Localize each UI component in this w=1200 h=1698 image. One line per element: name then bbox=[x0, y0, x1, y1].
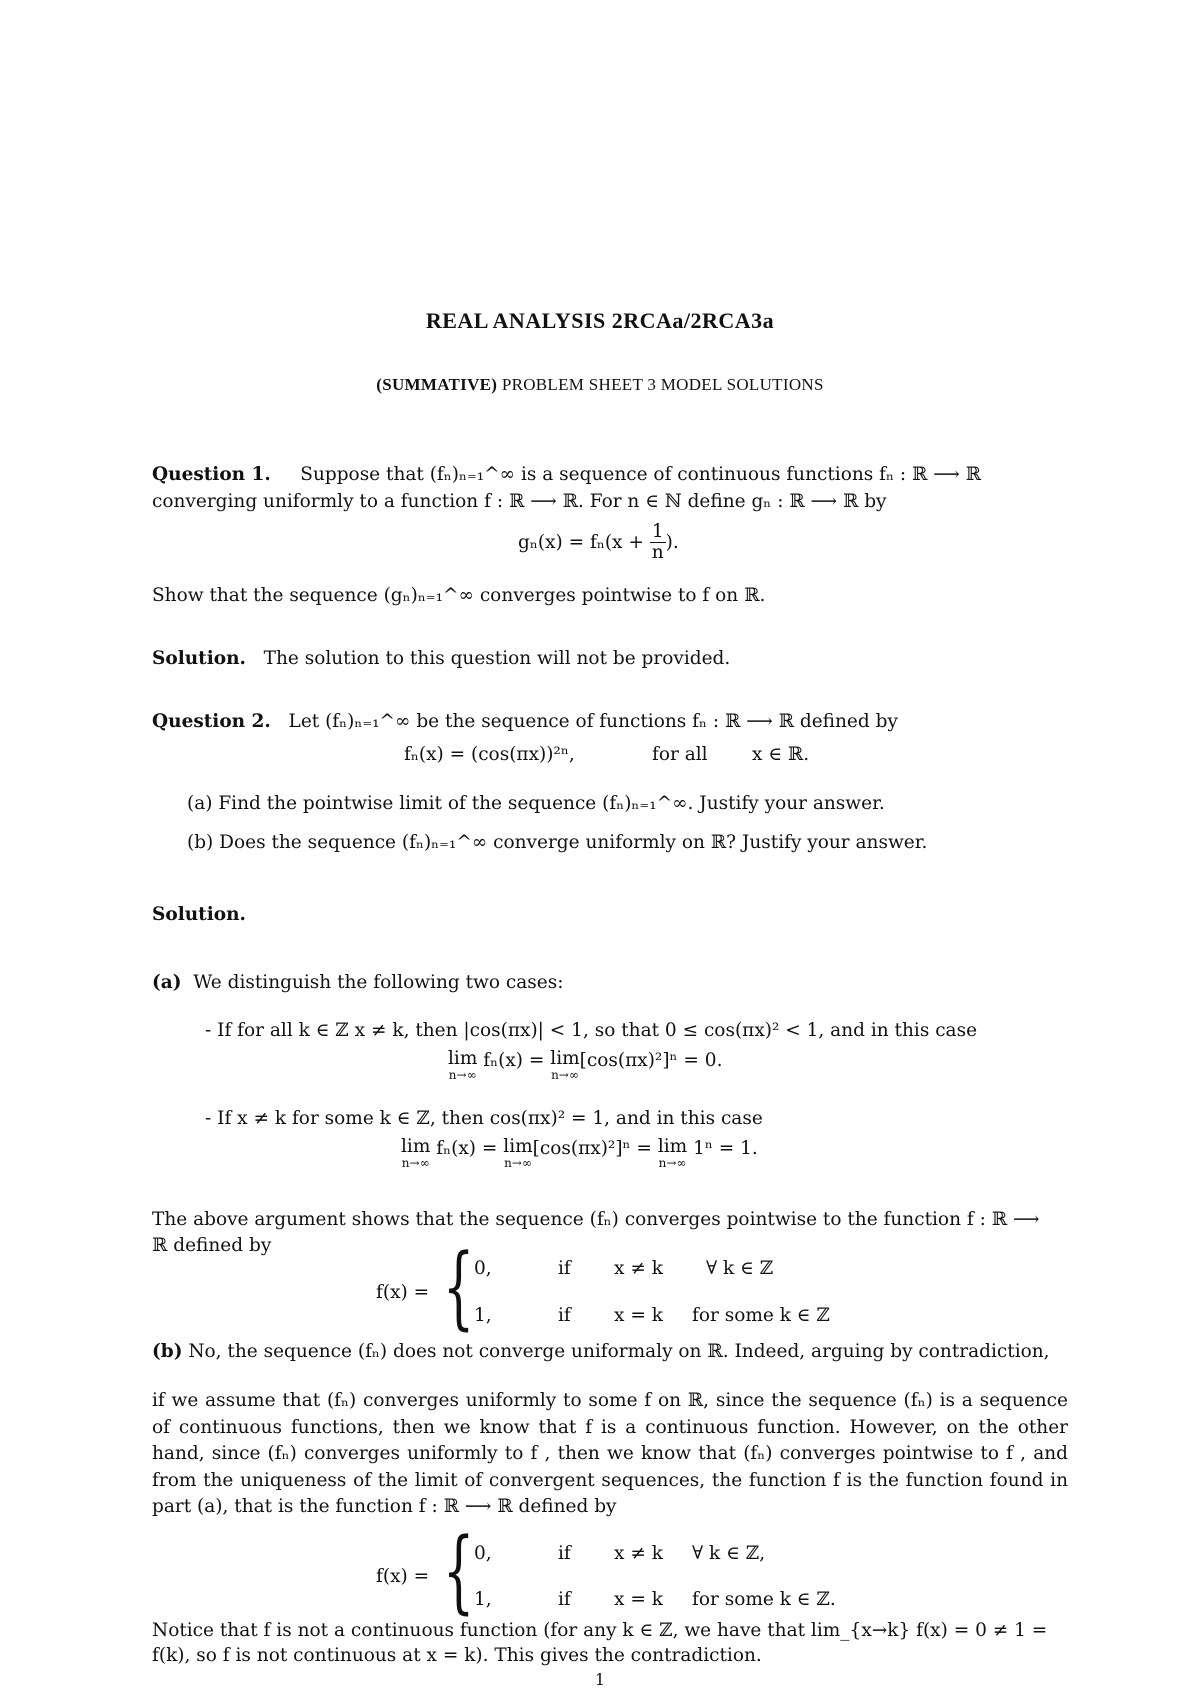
case-2-lim-1-word: lim bbox=[401, 1136, 431, 1157]
case-1-text: - If for all k ∈ ℤ x ≠ k, then |cos(πx)| < 1, so that 0 ≤ cos(πx)² < 1, and in this case bbox=[205, 1020, 978, 1041]
case-1-lim-1-sub: n→∞ bbox=[448, 1067, 477, 1082]
question-2-label: Question 2. bbox=[152, 711, 271, 732]
solution-2b-text: No, the sequence (fₙ) does not converge uniformaly on ℝ. Indeed, arguing by contradiction, bbox=[188, 1341, 1050, 1362]
piecewise-1-quant-2: for some k ∈ ℤ bbox=[692, 1305, 830, 1326]
piecewise-1-if-2: if bbox=[558, 1305, 571, 1326]
conclusion-line-1: The above argument shows that the sequence (fₙ) converges pointwise to the function f : ℝ ⟶ bbox=[152, 1209, 1040, 1230]
piecewise-1-val-1: 0, bbox=[474, 1258, 492, 1279]
subtitle-bold: (SUMMATIVE) bbox=[376, 375, 498, 394]
q1-eq-den: n bbox=[651, 542, 664, 564]
solution-2a-label: (a) bbox=[152, 972, 182, 993]
case-1-lim-2-sub: n→∞ bbox=[551, 1067, 579, 1082]
case-2-lim-2-word: lim bbox=[503, 1136, 533, 1157]
q1-eq-right: ). bbox=[665, 531, 679, 553]
question-1 bbox=[152, 462, 1068, 489]
question-2-part-a: (a) Find the pointwise limit of the sequence (fₙ)ₙ₌₁^∞. Justify your answer. bbox=[187, 793, 885, 814]
question-1-line-2: converging uniformly to a function f : ℝ ⟶ ℝ. For n ∈ ℕ define gₙ : ℝ ⟶ ℝ by bbox=[152, 491, 887, 512]
case-1-equation bbox=[448, 1050, 722, 1081]
case-2-lim-3-sub: n→∞ bbox=[658, 1155, 687, 1170]
q1-eq-num: 1 bbox=[650, 522, 666, 543]
piecewise-2-if-2: if bbox=[558, 1589, 571, 1610]
case-2-lim-3-word: lim bbox=[657, 1136, 688, 1157]
case-2-eq-mid2: [cos(πx)²]ⁿ = bbox=[532, 1138, 652, 1159]
piecewise-2-val-2: 1, bbox=[474, 1589, 492, 1610]
question-2-part-b: (b) Does the sequence (fₙ)ₙ₌₁^∞ converge uniformly on ℝ? Justify your answer. bbox=[187, 832, 928, 853]
case-2-text: - If x ≠ k for some k ∈ ℤ, then cos(πx)² = 1, and in this case bbox=[205, 1108, 763, 1129]
document-title: REAL ANALYSIS 2RCAa/2RCA3a bbox=[425, 308, 775, 333]
solution-1 bbox=[152, 646, 1068, 673]
case-1-eq-rest: [cos(πx)²]ⁿ = 0. bbox=[579, 1050, 723, 1071]
case-1-lim-1 bbox=[448, 1050, 477, 1081]
piecewise-2-cond-2: x = k bbox=[614, 1589, 663, 1610]
question-2 bbox=[152, 709, 1068, 736]
case-2-lim-1-sub: n→∞ bbox=[401, 1155, 430, 1170]
q1-eq-fraction bbox=[650, 522, 666, 564]
q2-eq-for: for all bbox=[652, 744, 708, 765]
case-2-lim-1 bbox=[401, 1138, 430, 1169]
case-2-lim-2 bbox=[503, 1138, 532, 1169]
piecewise-1-if-1: if bbox=[558, 1258, 571, 1279]
document-subtitle bbox=[0, 375, 1200, 395]
solution-2-label bbox=[152, 902, 1068, 929]
q2-eq-domain: x ∈ ℝ. bbox=[752, 744, 810, 765]
case-1-lim-2 bbox=[550, 1050, 579, 1081]
case-1-lim-1-word: lim bbox=[448, 1048, 478, 1069]
question-1-show: Show that the sequence (gₙ)ₙ₌₁^∞ converges pointwise to f on ℝ. bbox=[152, 585, 766, 606]
piecewise-2-if-1: if bbox=[558, 1543, 571, 1564]
piecewise-1-lhs: f(x) = bbox=[376, 1282, 430, 1303]
piecewise-1-cond-1: x ≠ k bbox=[614, 1258, 663, 1279]
case-2-lim-3 bbox=[658, 1138, 687, 1169]
solution-2b-line-1 bbox=[152, 1339, 1082, 1366]
notice-line-2: f(k), so f is not continuous at x = k). This gives the contradiction. bbox=[152, 1645, 762, 1666]
case-2-eq-rest: 1ⁿ = 1. bbox=[693, 1138, 758, 1159]
notice-line-1: Notice that f is not a continuous function (for any k ∈ ℤ, we have that lim_{x→k} f(x) = 0 ≠ 1 = bbox=[152, 1620, 1048, 1641]
solution-2-heading: Solution. bbox=[152, 904, 246, 925]
case-1-eq-mid: fₙ(x) = bbox=[483, 1050, 545, 1071]
question-1-label: Question 1. bbox=[152, 464, 271, 485]
piecewise-2-lhs: f(x) = bbox=[376, 1566, 430, 1587]
question-1-equation bbox=[518, 522, 679, 564]
q1-eq-left: gₙ(x) = fₙ(x + bbox=[518, 531, 650, 553]
piecewise-1-brace: { bbox=[442, 1235, 475, 1340]
case-2-lim-2-sub: n→∞ bbox=[504, 1155, 532, 1170]
case-2-eq-mid: fₙ(x) = bbox=[436, 1138, 498, 1159]
solution-2b-paragraph: if we assume that (fₙ) converges uniformly to some f on ℝ, since the sequence (fₙ) is a sequence of continuous functions, then we know that f is a continuous function. However, on the other hand, since (fₙ) converges uniformly to f , then we know that (fₙ) converges pointwise to f , and from the uniqueness of the limit of convergent sequences, the function f is the function found in part (a), that is the function f : ℝ ⟶ ℝ defined by bbox=[152, 1390, 1068, 1517]
piecewise-2-cond-1: x ≠ k bbox=[614, 1543, 663, 1564]
solution-2a-text: We distinguish the following two cases: bbox=[193, 972, 564, 993]
piecewise-1-cond-2: x = k bbox=[614, 1305, 663, 1326]
case-2-equation bbox=[401, 1138, 758, 1169]
solution-2b-label: (b) bbox=[152, 1341, 183, 1362]
piecewise-2-quant-1: ∀ k ∈ ℤ, bbox=[692, 1543, 766, 1564]
solution-1-label: Solution. bbox=[152, 648, 246, 669]
question-1-line-1: Suppose that (fₙ)ₙ₌₁^∞ is a sequence of continuous functions fₙ : ℝ ⟶ ℝ bbox=[300, 464, 982, 485]
solution-1-text: The solution to this question will not be provided. bbox=[263, 648, 731, 669]
piecewise-2-quant-2: for some k ∈ ℤ. bbox=[692, 1589, 836, 1610]
piecewise-2-val-1: 0, bbox=[474, 1543, 492, 1564]
case-1-lim-2-word: lim bbox=[550, 1048, 580, 1069]
q2-eq: fₙ(x) = (cos(πx))²ⁿ, bbox=[404, 744, 575, 765]
solution-2a-intro bbox=[152, 970, 1068, 997]
subtitle-rest: PROBLEM SHEET 3 MODEL SOLUTIONS bbox=[497, 375, 824, 394]
question-2-intro: Let (fₙ)ₙ₌₁^∞ be the sequence of functions fₙ : ℝ ⟶ ℝ defined by bbox=[288, 711, 898, 732]
piecewise-2-brace: { bbox=[442, 1519, 475, 1624]
conclusion-line-2: ℝ defined by bbox=[152, 1235, 272, 1256]
piecewise-1-val-2: 1, bbox=[474, 1305, 492, 1326]
piecewise-1-quant-1: ∀ k ∈ ℤ bbox=[706, 1258, 774, 1279]
page-number: 1 bbox=[594, 1670, 606, 1689]
question-2-equation bbox=[404, 744, 575, 765]
